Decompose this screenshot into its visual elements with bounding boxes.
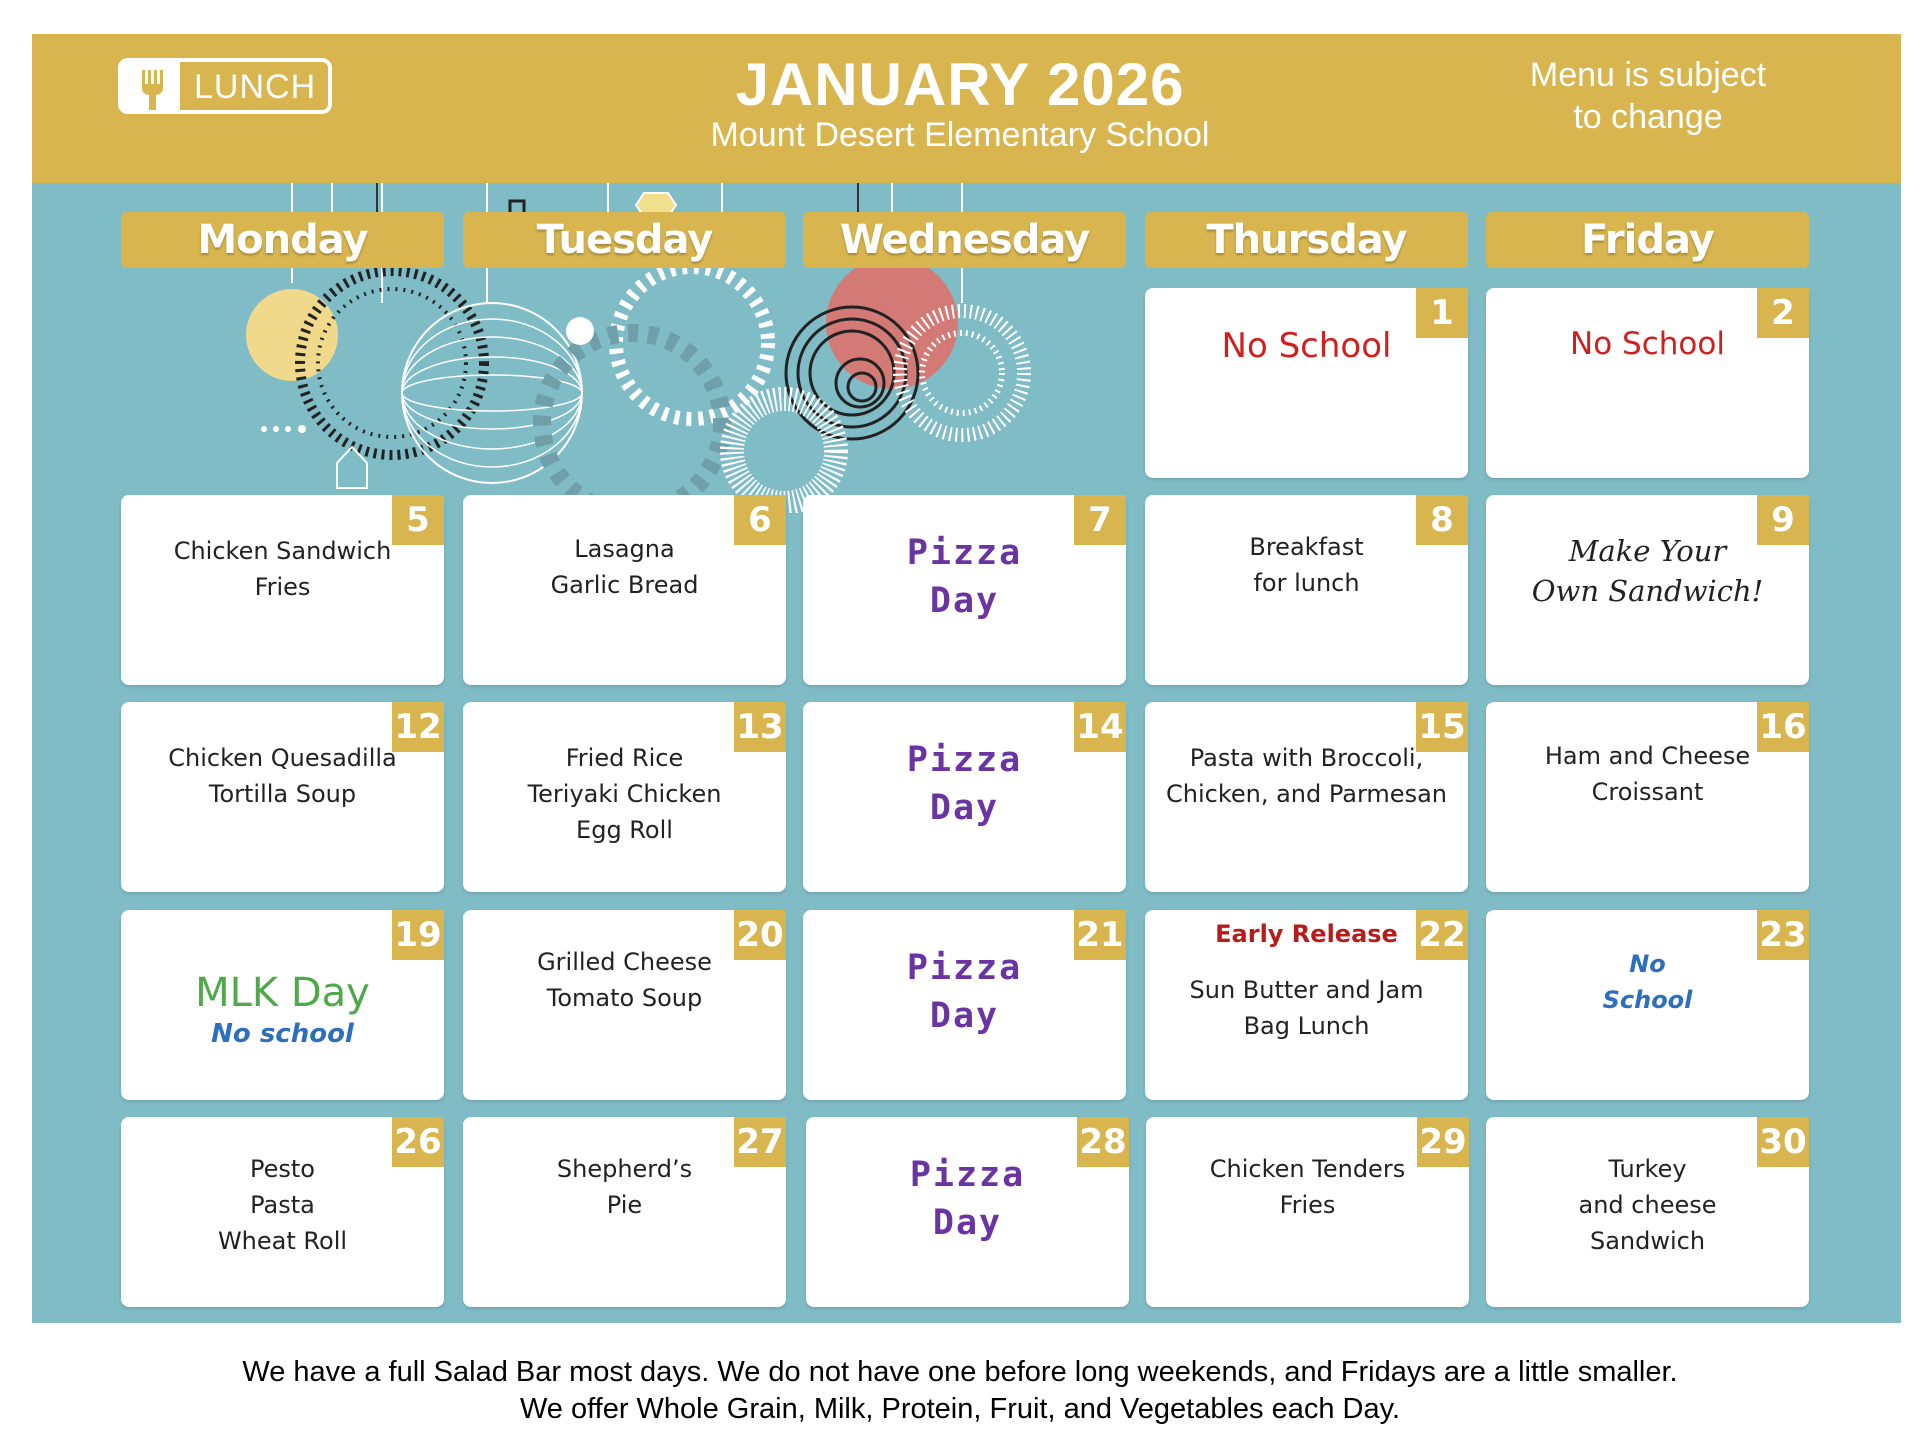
menu-item: Bag Lunch (1243, 1012, 1370, 1040)
early-release-label: Early Release (1215, 920, 1398, 948)
weekday-header-monday: Monday (121, 212, 444, 268)
day-menu (121, 740, 444, 812)
menu-item: Make Your (1568, 534, 1727, 568)
menu-item: Pizza (909, 1155, 1026, 1195)
menu-item: Lasagna (574, 535, 675, 563)
day-number: 27 (734, 1117, 786, 1167)
logo-label: LUNCH (194, 68, 317, 106)
weekday-header-wednesday: Wednesday (803, 212, 1126, 268)
menu-notice-line: to change (1573, 98, 1723, 136)
menu-item: Pizza (906, 948, 1023, 988)
weekday-header-friday: Friday (1486, 212, 1809, 268)
day-cell-16 (1486, 702, 1809, 892)
day-menu (463, 1151, 786, 1223)
menu-notice-line: Menu is subject (1529, 56, 1767, 94)
menu-item: Ham and Cheese (1544, 742, 1751, 770)
footer-line-salad-bar: We have a full Salad Bar most days. We do not have one before long weekends, and Fridays are a little smaller. (242, 1356, 1678, 1388)
day-menu (1486, 1151, 1809, 1259)
day-cell-20 (463, 910, 786, 1100)
menu-item: Pie (606, 1191, 643, 1219)
menu-item: and cheese (1578, 1191, 1717, 1219)
day-cell-19 (121, 910, 444, 1100)
menu-item: Day (929, 581, 1000, 621)
menu-item: Sun Butter and Jam (1189, 976, 1424, 1004)
day-cell-21 (803, 910, 1126, 1100)
day-cell-1 (1145, 288, 1468, 478)
day-number: 26 (392, 1117, 444, 1167)
menu-item: Chicken Sandwich (173, 537, 392, 565)
menu-item: Sandwich (1589, 1227, 1706, 1255)
day-menu (121, 533, 444, 605)
day-menu (121, 970, 444, 1052)
no-school-label: No (1629, 950, 1666, 978)
day-menu (1146, 1151, 1469, 1223)
menu-notice (1508, 54, 1788, 138)
day-number: 12 (392, 702, 444, 752)
menu-item: Pizza (906, 740, 1023, 780)
no-school-label: No School (1570, 326, 1725, 362)
menu-item: Tomato Soup (546, 984, 703, 1012)
day-cell-28 (806, 1117, 1129, 1307)
day-menu (463, 531, 786, 603)
day-cell-8 (1145, 495, 1468, 685)
day-number: 2 (1757, 288, 1809, 338)
menu-item: Pizza (906, 533, 1023, 573)
weekday-header-thursday: Thursday (1145, 212, 1468, 268)
day-number: 21 (1074, 910, 1126, 960)
day-cell-30 (1486, 1117, 1809, 1307)
menu-item: Pasta (250, 1191, 315, 1219)
menu-item: Garlic Bread (550, 571, 699, 599)
menu-item: Pasta with Broccoli, (1189, 744, 1424, 772)
day-number: 13 (734, 702, 786, 752)
menu-item: Grilled Cheese (537, 948, 712, 976)
day-cell-2 (1486, 288, 1809, 478)
day-menu (1145, 328, 1468, 364)
day-number: 14 (1074, 702, 1126, 752)
school-name: Mount Desert Elementary School (710, 116, 1210, 154)
menu-item: for lunch (1253, 569, 1360, 597)
day-menu (1486, 531, 1809, 611)
menu-item: Egg Roll (576, 816, 673, 844)
day-number: 19 (392, 910, 444, 960)
day-number: 28 (1077, 1117, 1129, 1167)
pizza-day-label (803, 529, 1126, 625)
day-cell-15 (1145, 702, 1468, 892)
no-school-label: No school (211, 1019, 354, 1049)
day-number: 7 (1074, 495, 1126, 545)
menu-item: Day (929, 996, 1000, 1036)
pizza-day-label (803, 736, 1126, 832)
menu-item: Tortilla Soup (208, 780, 357, 808)
day-number: 9 (1757, 495, 1809, 545)
day-number: 1 (1416, 288, 1468, 338)
menu-item: Chicken Tenders (1209, 1155, 1406, 1183)
day-number: 16 (1757, 702, 1809, 752)
menu-item: Fries (1279, 1191, 1336, 1219)
day-number: 5 (392, 495, 444, 545)
mlk-day-label: MLK Day (195, 970, 370, 1016)
day-cell-7 (803, 495, 1126, 685)
weekday-header-tuesday: Tuesday (463, 212, 786, 268)
menu-item: Day (932, 1203, 1003, 1243)
pizza-day-label (806, 1151, 1129, 1247)
day-cell-12 (121, 702, 444, 892)
pizza-day-label (803, 944, 1126, 1040)
day-menu (463, 740, 786, 848)
menu-item: Wheat Roll (217, 1227, 348, 1255)
menu-item: Own Sandwich! (1531, 574, 1764, 608)
day-number: 20 (734, 910, 786, 960)
day-number: 6 (734, 495, 786, 545)
day-number: 15 (1416, 702, 1468, 752)
day-cell-29 (1146, 1117, 1469, 1307)
day-cell-27 (463, 1117, 786, 1307)
no-school-label: School (1602, 986, 1693, 1014)
day-number: 30 (1757, 1117, 1809, 1167)
menu-item: Croissant (1591, 778, 1704, 806)
menu-item: Chicken Quesadilla (168, 744, 397, 772)
day-cell-22 (1145, 910, 1468, 1100)
day-number: 8 (1416, 495, 1468, 545)
day-cell-14 (803, 702, 1126, 892)
day-cell-9 (1486, 495, 1809, 685)
menu-item: Chicken, and Parmesan (1165, 780, 1447, 808)
page-title: JANUARY 2026 (735, 51, 1185, 118)
day-number: 29 (1417, 1117, 1469, 1167)
day-cell-26 (121, 1117, 444, 1307)
day-menu (1145, 529, 1468, 601)
menu-item: Teriyaki Chicken (527, 780, 722, 808)
footer-line-nutrition: We offer Whole Grain, Milk, Protein, Fruit, and Vegetables each Day. (519, 1393, 1401, 1425)
day-menu (463, 944, 786, 1016)
day-menu (1486, 326, 1809, 362)
day-cell-5 (121, 495, 444, 685)
menu-item: Turkey (1608, 1155, 1687, 1183)
day-number: 22 (1416, 910, 1468, 960)
menu-item: Pesto (250, 1155, 315, 1183)
day-menu (1145, 916, 1468, 1044)
day-cell-6 (463, 495, 786, 685)
menu-item: Fries (254, 573, 311, 601)
menu-item: Day (929, 788, 1000, 828)
day-cell-23 (1486, 910, 1809, 1100)
day-number: 23 (1757, 910, 1809, 960)
day-menu (1486, 738, 1809, 810)
no-school-label: No School (1221, 326, 1392, 366)
menu-item: Shepherd’s (556, 1155, 693, 1183)
day-menu (1145, 740, 1468, 812)
day-menu (121, 1151, 444, 1259)
day-cell-13 (463, 702, 786, 892)
footer-note (0, 1354, 1920, 1428)
day-menu (1486, 946, 1809, 1018)
menu-item: Fried Rice (565, 744, 684, 772)
menu-item: Breakfast (1249, 533, 1364, 561)
